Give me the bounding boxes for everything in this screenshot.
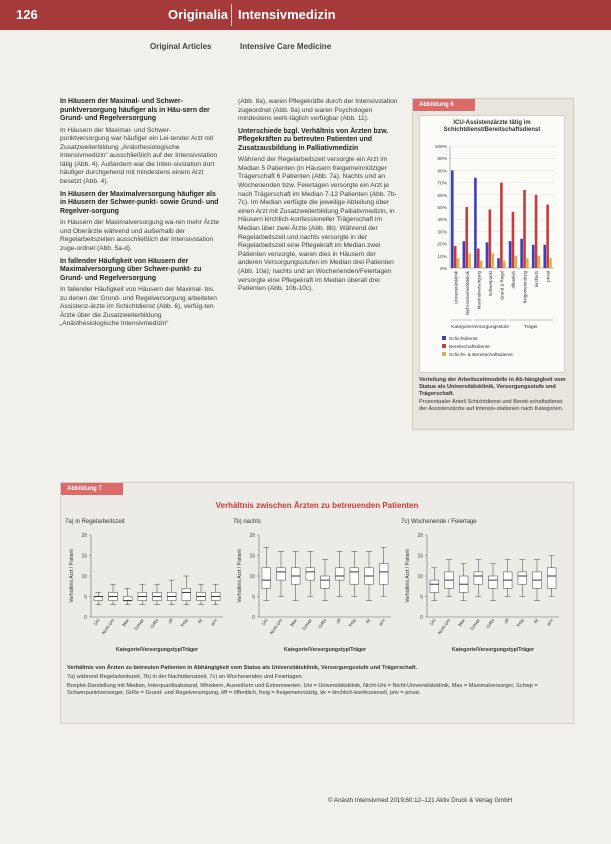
group-label: Kategorie bbox=[451, 325, 472, 330]
category-label: Max bbox=[289, 617, 298, 628]
bar bbox=[463, 241, 466, 268]
bar bbox=[491, 253, 494, 268]
section-label: Intensivmedizin bbox=[238, 7, 336, 22]
figure-caption bbox=[419, 377, 567, 413]
y-tick-label: 0 bbox=[252, 615, 255, 621]
bar bbox=[515, 256, 518, 268]
section-heading: In fallender Häufigkeit von Häusern der Maximalversorgung über Schwer-punkt- zu Grund- und Regelversorgung bbox=[60, 257, 202, 282]
bar bbox=[468, 253, 471, 268]
category-label: Nicht-Uni bbox=[436, 617, 452, 636]
box bbox=[94, 597, 103, 601]
section-heading: In Häusern der Maximal- und Schwer-punktversorgung häufiger als in Häu-sern der Grund- und Regelversorgung bbox=[60, 98, 210, 122]
category-label: kirchlich bbox=[534, 271, 540, 287]
bar bbox=[486, 242, 489, 268]
group-label: Versorgungsstufe bbox=[471, 325, 510, 330]
text-column-1 bbox=[60, 98, 220, 333]
y-tick-label: 0% bbox=[440, 267, 447, 272]
y-tick-label: 20 bbox=[81, 533, 87, 539]
bar-chart bbox=[420, 116, 564, 372]
figure-label: Abbildung 6 bbox=[413, 99, 475, 111]
category-label: freig bbox=[179, 617, 189, 628]
bar bbox=[454, 246, 457, 268]
section-label: Originalia bbox=[168, 7, 228, 22]
legend-label: Schichtdienst bbox=[449, 337, 478, 342]
y-tick-label: 70% bbox=[437, 181, 447, 187]
y-tick-label: 20 bbox=[249, 533, 255, 539]
category-label: Uni bbox=[260, 617, 269, 626]
y-tick-label: 15 bbox=[417, 553, 423, 560]
caption-title: Verteilung der Arbeitszeitmodelle in Ab-hängigkeit vom Status als Universitätsklinik, Versorgungsstufe und Trägerschaft. bbox=[419, 377, 566, 397]
box bbox=[430, 580, 439, 592]
y-tick-label: 90% bbox=[437, 157, 447, 163]
box bbox=[547, 568, 556, 589]
category-label: privat bbox=[545, 271, 551, 282]
category-label: öff bbox=[167, 617, 174, 625]
caption-text: Prozentualer Anteil Schichtdienst und Bereit-schaftsdienst der Assistenzärzte auf Intensiv-stationen nach Kategorien. bbox=[419, 399, 564, 412]
subsection-label: Original Articles bbox=[150, 42, 212, 51]
box bbox=[321, 576, 330, 588]
category-label: priv bbox=[377, 617, 386, 627]
section-heading: In Häusern der Maximalversorgung häufiger als in Häusern der Schwer-punkt- sowie Grund- und Regelver-sorgung bbox=[60, 190, 219, 215]
y-tick-label: 10% bbox=[437, 254, 447, 260]
y-tick-label: 0 bbox=[420, 615, 423, 621]
bar bbox=[457, 258, 460, 268]
bar bbox=[474, 178, 477, 268]
panel-title: 7c) Wochenende / Feiertage bbox=[401, 519, 477, 525]
box bbox=[306, 568, 315, 580]
figure-title: Verhältnis zwischen Ärzten zu betreuenden Patienten bbox=[215, 501, 419, 510]
figure-label: Abbildung 7 bbox=[61, 483, 123, 495]
bar bbox=[543, 245, 546, 268]
bar bbox=[549, 258, 552, 268]
bar bbox=[503, 261, 506, 268]
y-axis-label: Verhältnis Arzt / Patient bbox=[405, 549, 411, 603]
text-column-2 bbox=[238, 98, 400, 298]
category-label: Nicht-Uni bbox=[100, 617, 116, 636]
bar bbox=[523, 190, 526, 268]
category-label: öff bbox=[503, 617, 510, 625]
category-label: Schwerpunkt bbox=[487, 271, 493, 297]
boxplot-panel bbox=[401, 519, 569, 659]
y-tick-label: 50% bbox=[437, 206, 447, 211]
category-label: GrRe bbox=[485, 617, 496, 630]
category-label: freigemeinnützig bbox=[522, 271, 528, 304]
y-tick-label: 15 bbox=[81, 553, 87, 560]
figure-6 bbox=[412, 98, 574, 430]
category-label: priv bbox=[545, 617, 554, 627]
y-tick-label: 60% bbox=[437, 193, 447, 199]
y-axis-label: Verhältnis Arzt / Patient bbox=[69, 549, 75, 603]
category-label: Universitätsklinik bbox=[453, 271, 459, 304]
y-tick-label: 10 bbox=[81, 574, 87, 580]
bar bbox=[451, 170, 454, 268]
y-tick-label: 80% bbox=[437, 169, 447, 175]
bar bbox=[520, 239, 523, 268]
bar bbox=[477, 248, 480, 268]
chart-title: ICU-Assistenzärzte tätig im Schichtdienst/Bereitschaftsdienst bbox=[443, 120, 541, 133]
box bbox=[335, 568, 344, 580]
paragraph: In Häusern der Maximal- und Schwer-punktversorgung war häufiger ein Lei-tender Arzt mit Zusatzweiterbildung „Anästhesiologische Intensivmedizin“ ausschließlich auf der Intensivstation tätig (Abb. 4). Außerdem war die Inten-sivstation dort häufiger durchgehend mit mindestens einem Arzt besetzt (Abb. 4). bbox=[60, 126, 218, 186]
bar bbox=[546, 205, 549, 268]
y-tick-label: 100% bbox=[434, 145, 447, 150]
y-tick-label: 5 bbox=[420, 594, 423, 601]
boxplot-chart bbox=[401, 529, 569, 661]
panel-title: 7a) in Regelarbeitszeit bbox=[65, 519, 125, 525]
bar bbox=[480, 261, 483, 268]
caption-text: Boxplot-Darstellung mit Median, Interquartilsabstand, Whiskern, Ausreißern und Extremwerten. Uni = Universitätsklinik, Nicht-Uni = Nicht-Universitätsklinik, Max = Maximalversorger, Schwp = Schwerpunktversorger, GrRe = Grund- und Regelversorgung, öff = öffentlich, freig = freigemeinnützig, kk = kirchlich-konfessionell, priv = privat. bbox=[67, 683, 538, 696]
category-label: öffentlich bbox=[511, 271, 517, 289]
box bbox=[262, 568, 271, 589]
bar bbox=[538, 256, 541, 268]
box bbox=[474, 572, 483, 584]
box bbox=[489, 576, 498, 588]
paragraph: In fallender Häufigkeit von Häusern der Maximal- bis zu denen der Grund- und Regelversorgung arbeiteten Assistenz-ärzte im Schichtdienst (Abb. 6), verfüg-ten Ärzte über die Zusatzweiterbildung „Anästhesiologische Intensivmedizin“ bbox=[60, 286, 217, 328]
caption-text: 7a) während Regelarbeitszeit, 7b) in der Nachtdienstzeit, 7c) an Wochenenden und Feiertagen. bbox=[67, 674, 304, 680]
category-label: Nicht-Uni bbox=[268, 617, 284, 636]
group-label: Träger bbox=[523, 325, 538, 330]
bar-chart-box bbox=[419, 115, 565, 373]
y-tick-label: 20 bbox=[417, 533, 423, 539]
bar bbox=[465, 207, 468, 268]
section-heading: Unterschiede bzgl. Verhältnis von Ärzten bzw. Pflegekräften zu betreuten Patienten und Zusatzausbildung in Palliativmedizin bbox=[238, 127, 389, 152]
y-tick-label: 10 bbox=[417, 574, 423, 580]
running-header bbox=[0, 0, 611, 30]
category-label: kk bbox=[364, 617, 372, 625]
boxplot-panel bbox=[233, 519, 401, 659]
panel-title: 7b) nachts bbox=[233, 519, 262, 525]
copyright-line: © Anästh Intensivmed 2019;60:12–121 Aktiv Druck & Verlag GmbH bbox=[328, 797, 513, 804]
box bbox=[123, 597, 132, 601]
category-label: Uni bbox=[92, 617, 101, 626]
box bbox=[182, 588, 191, 600]
legend-swatch bbox=[442, 336, 446, 340]
y-tick-label: 40% bbox=[437, 218, 447, 224]
category-label: öff bbox=[335, 617, 342, 625]
paragraph: In Häusern der Maximalversorgung wa-ren mehr Ärzte und Oberärzte während und außerhalb der Regelarbeitszeiten ausschließlich der Intensivstation zuge-ordnet (Abb. 5a-d). bbox=[60, 219, 220, 252]
x-axis-label: Kategorie/Versorgungstyp/Träger bbox=[115, 647, 199, 653]
legend-label: Schicht- & Bereitschaftsdienst bbox=[449, 353, 513, 358]
boxplot-panel bbox=[65, 519, 233, 659]
box bbox=[518, 572, 527, 584]
y-tick-label: 30% bbox=[437, 230, 447, 236]
boxplot-chart bbox=[65, 529, 233, 661]
y-tick-label: 10 bbox=[249, 574, 255, 580]
bar bbox=[500, 183, 503, 268]
category-label: Max bbox=[121, 617, 130, 628]
category-label: Max bbox=[457, 617, 466, 628]
y-tick-label: 5 bbox=[84, 594, 87, 601]
bar bbox=[489, 209, 492, 268]
bar bbox=[532, 245, 535, 268]
y-tick-label: 0 bbox=[84, 615, 87, 621]
paragraph: Während der Regelarbeitszeit versorgte ein Arzt im Median 5 Patienten (in Häusern freigemeinnütziger Trägerschaft 6 Patienten (Abb. 7a). Nachts und an Wochenenden bzw. Feiertagen versorgte ein Arzt je nach Trägerschaft im Median 7-12 Patienten (Abb. 7b-7c). Im Median verfügte die jeweilige Abteilung über einen Arzt mit Zusatzweiterbildung Palliativmedizin, in Häusern kirchlich-konfessioneller Trägerschaft im Median über zwei Ärzte (Abb. 8b). Während der Regelarbeitszeit und nachts versorgte in der Regelarbeitszeit eine Pflegekraft im Median zwei Patienten versorgte, waren dies in Häusern der anderen Versorgungsstufen im Median drei Patienten (Abb. 10a); nachts und an Wochenenden/Feiertagen versorgte eine Pflegekraft im Median überall drei Patienten (Abb. 10b-10c). bbox=[238, 156, 397, 293]
legend-swatch bbox=[442, 352, 446, 356]
figure-7 bbox=[60, 482, 574, 724]
x-axis-label: Kategorie/Versorgungstyp/Träger bbox=[283, 647, 367, 653]
category-label: Uni bbox=[428, 617, 437, 626]
category-label: kk bbox=[532, 617, 540, 625]
bar bbox=[497, 258, 500, 268]
category-label: freig bbox=[515, 617, 525, 628]
figure-caption bbox=[67, 665, 567, 699]
category-label: Maximalversorgung bbox=[476, 271, 482, 310]
category-label: priv bbox=[209, 617, 218, 627]
box bbox=[277, 568, 286, 580]
y-tick-label: 5 bbox=[252, 594, 255, 601]
y-tick-label: 15 bbox=[249, 553, 255, 560]
y-axis-label: Verhältnis Arzt / Patient bbox=[237, 549, 243, 603]
caption-title: Verhältnis von Ärzten zu betreuten Patienten in Abhängigkeit vom Status als Universitätsklinik, Versorgungsstufe und Trägerschaft. bbox=[67, 665, 418, 671]
category-label: Nicht-Universitätsklinik bbox=[464, 271, 470, 316]
category-label: GrRe bbox=[317, 617, 328, 630]
bar bbox=[535, 195, 538, 268]
category-label: Schwp bbox=[468, 617, 481, 632]
legend-swatch bbox=[442, 344, 446, 348]
bar bbox=[512, 212, 515, 268]
legend-label: Bereitschaftsdienst bbox=[449, 345, 490, 350]
x-axis-label: Kategorie/Versorgungstyp/Träger bbox=[451, 647, 535, 653]
category-label: kk bbox=[196, 617, 204, 625]
box bbox=[350, 568, 359, 584]
bar bbox=[526, 258, 529, 268]
boxplot-chart bbox=[233, 529, 401, 661]
bar bbox=[509, 241, 512, 268]
category-label: Grund & Regel bbox=[499, 271, 505, 301]
box bbox=[379, 564, 388, 585]
y-tick-label: 20% bbox=[437, 242, 447, 248]
category-label: GrRe bbox=[149, 617, 160, 630]
paragraph: (Abb. 8a), waren Pflegekräfte durch der Intensivstation zugeordnet (Abb. 9a) und waren Psychologen mindestens werk-täglich verfügbar (Abb. 11). bbox=[238, 98, 398, 123]
subsection-label: Intensive Care Medicine bbox=[240, 42, 332, 51]
page-number: 126 bbox=[16, 7, 38, 22]
header-divider bbox=[231, 4, 232, 26]
category-label: Schwp bbox=[300, 617, 313, 632]
category-label: freig bbox=[347, 617, 357, 628]
category-label: Schwp bbox=[132, 617, 145, 632]
